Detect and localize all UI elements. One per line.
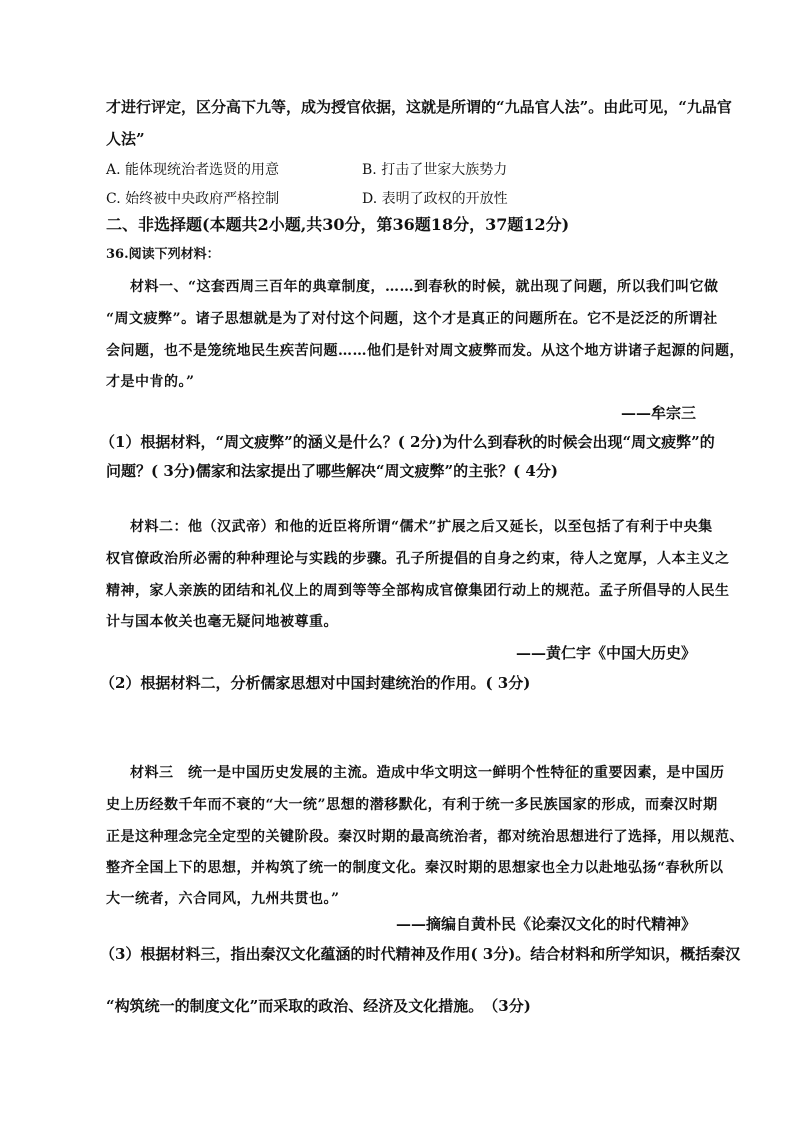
material2-line: 精神，家人亲族的团结和礼仪上的周到等等全部构成官僚集团行动上的规范。孟子所倡导的人民生 bbox=[106, 583, 730, 599]
material3-line: 材料三 统一是中国历史发展的主流。造成中华文明这一鲜明个性特征的重要因素，是中国历 bbox=[130, 765, 725, 781]
material3-source: ——摘编自黄朴民《论秦汉文化的时代精神》 bbox=[395, 915, 696, 933]
option-letter: A. bbox=[106, 162, 121, 178]
q35-option-b bbox=[362, 160, 507, 180]
material2-line: 权官僚政治所必需的种种理论与实践的步骤。孔子所提倡的自身之约束，待人之宽厚，人本主义之 bbox=[106, 551, 730, 567]
section2-heading: 二、非选择题(本题共2小题,共30分，第36题18分，37题12分) bbox=[106, 215, 570, 234]
material1-source: ——牟宗三 bbox=[620, 404, 696, 422]
material3-line: 正是这种理念完全定型的关键阶段。秦汉时期的最高统治者，都对统治思想进行了选择，用以规范、 bbox=[106, 829, 744, 845]
material3-line: 整齐全国上下的思想，并构筑了统一的制度文化。秦汉时期的思想家也全力以赴地弘扬“春秋所以 bbox=[106, 860, 724, 876]
q35-stem-line1: 才进行评定，区分高下九等，成为授官依据，这就是所谓的“九品官人法”。由此可见，“九品官 bbox=[106, 98, 732, 116]
option-text: 能体现统治者选贤的用意 bbox=[125, 162, 280, 178]
option-text: 打击了世家大族势力 bbox=[381, 162, 508, 178]
sub-question-2: （2）根据材料二，分析儒家思想对中国封建统治的作用。( 3分) bbox=[100, 674, 531, 692]
sub-question-3: （3）根据材料三，指出秦汉文化蕴涵的时代精神及作用( 3分)。结合材料和所学知识，概括秦汉 bbox=[100, 945, 741, 963]
option-letter: C. bbox=[106, 191, 121, 207]
material2-line: 材料二：他（汉武帝）和他的近臣将所谓“儒术”扩展之后又延长，以至包括了有利于中央集 bbox=[130, 519, 713, 535]
option-letter: B. bbox=[362, 162, 377, 178]
q35-stem-line2: 人法” bbox=[106, 130, 145, 148]
sub-question-3: “构筑统一的制度文化”而采取的政治、经济及文化措施。 （3分) bbox=[106, 997, 531, 1015]
q35-option-c bbox=[106, 189, 279, 209]
material2-source: ——黄仁宇《中国大历史》 bbox=[515, 644, 696, 662]
q35-option-d bbox=[362, 189, 508, 209]
material1-line: 会问题，也不是笼统地民生疾苦问题……他们是针对周文疲弊而发。从这个地方讲诸子起源的问题， bbox=[106, 343, 744, 359]
material1-line: “周文疲弊”。诸子思想就是为了对付这个问题，这个才是真正的问题所在。它不是泛泛的所谓社 bbox=[106, 311, 718, 327]
material1-line: 材料一、“这套西周三百年的典章制度，……到春秋的时候，就出现了问题，所以我们叫它做 bbox=[130, 279, 719, 295]
option-letter: D. bbox=[362, 191, 378, 207]
sub-question-1: （1）根据材料，“周文疲弊”的涵义是什么？( 2分)为什么到春秋的时候会出现“周文疲弊”的 bbox=[100, 433, 715, 451]
sub-question-1: 问题？( 3分)儒家和法家提出了哪些解决“周文疲弊”的主张？( 4分) bbox=[106, 462, 558, 480]
material1-line: 才是中肯的。” bbox=[106, 374, 195, 390]
material2-line: 计与国本攸关也毫无疑问地被尊重。 bbox=[106, 614, 338, 630]
option-text: 表明了政权的开放性 bbox=[381, 191, 508, 207]
option-text: 始终被中央政府严格控制 bbox=[125, 191, 280, 207]
material3-line: 大一统者，六合同风，九州共贯也。” bbox=[106, 891, 340, 907]
material3-line: 史上历经数千年而不衰的“大一统”思想的潜移默化，有利于统一多民族国家的形成，而秦汉时期 bbox=[106, 797, 718, 813]
q35-option-a bbox=[106, 160, 279, 180]
q36-intro: 36.阅读下列材料： bbox=[106, 247, 220, 262]
